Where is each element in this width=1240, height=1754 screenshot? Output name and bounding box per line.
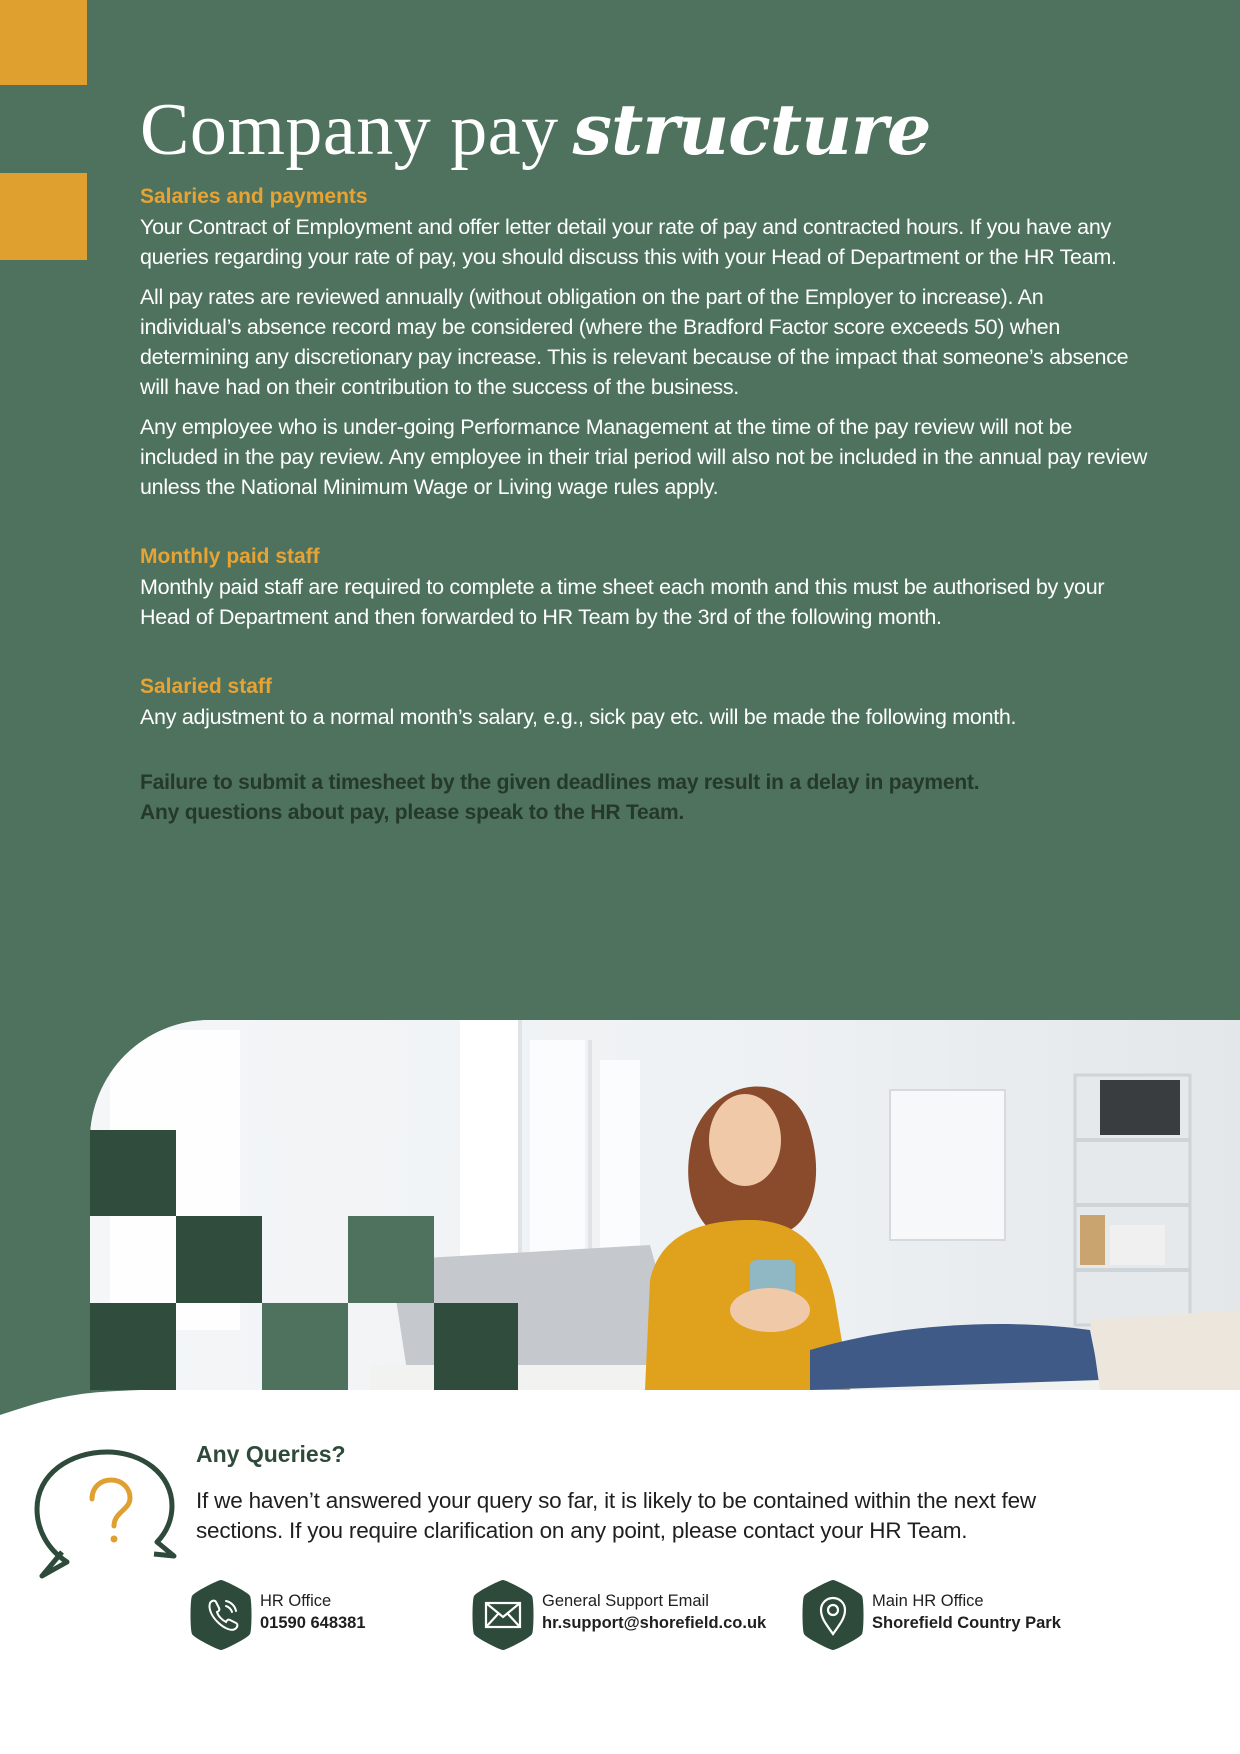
heading-salaried-staff: Salaried staff	[140, 675, 272, 698]
queries-text: If we haven’t answered your query so far, it is likely to be contained within the next few sections. If you require clarification on any point, please contact your HR Team.	[196, 1488, 1036, 1543]
phone-icon	[188, 1578, 254, 1652]
question-speech-bubble-icon	[32, 1444, 182, 1584]
salaries-paragraph-2: All pay rates are reviewed annually (without obligation on the part of the Employer to increase). An individual’s absence record may be considered (where the Bradford Factor score exceeds 50) when determining any discretionary pay increase. This is relevant because of the impact that someone’s absence will have had on their contribution to the success of the business.	[140, 285, 1129, 399]
checker-block	[90, 1130, 176, 1216]
warning-line-1: Failure to submit a timesheet by the given deadlines may result in a delay in payment.	[140, 771, 980, 794]
phone-number-link[interactable]: 01590 648381	[260, 1614, 366, 1632]
contact-label: General Support Email	[542, 1592, 709, 1610]
salaries-paragraph-1: Your Contract of Employment and offer letter detail your rate of pay and contracted hours. If you have any queries regarding your rate of pay, you should discuss this with your Head of Department or the HR Team.	[140, 215, 1117, 269]
salaried-paragraph: Any adjustment to a normal month’s salary, e.g., sick pay etc. will be made the following month.	[140, 705, 1017, 729]
contact-hr-office	[188, 1578, 418, 1652]
title-plain: Company pay	[140, 89, 559, 171]
salaries-paragraph-3: Any employee who is under-going Performance Management at the time of the pay review will not be included in the pay review. Any employee in their trial period will also not be included in the annual pay review unless the National Minimum Wage or Living wage rules apply.	[140, 415, 1148, 499]
spacer	[140, 512, 1150, 542]
spacer	[140, 642, 1150, 672]
checker-block	[176, 1216, 262, 1303]
main-content	[140, 182, 1150, 828]
monthly-paragraph: Monthly paid staff are required to complete a time sheet each month and this must be authorised by your Head of Department and then forwarded to HR Team by the 3rd of the following month.	[140, 575, 1105, 629]
contact-support-email	[470, 1578, 790, 1652]
heading-monthly-paid: Monthly paid staff	[140, 545, 320, 568]
page-title	[140, 88, 930, 173]
orange-accent-block-middle	[0, 173, 87, 260]
contact-label: HR Office	[260, 1592, 332, 1610]
queries-heading: Any Queries?	[196, 1441, 346, 1467]
checker-block	[348, 1216, 434, 1303]
warning-line-2: Any questions about pay, please speak to the HR Team.	[140, 801, 685, 824]
heading-salaries: Salaries and payments	[140, 185, 368, 208]
email-link[interactable]: hr.support@shorefield.co.uk	[542, 1614, 767, 1632]
office-location: Shorefield Country Park	[872, 1614, 1061, 1632]
spacer	[140, 742, 1150, 768]
location-pin-icon	[800, 1578, 866, 1652]
contact-main-office	[800, 1578, 1120, 1652]
envelope-icon	[470, 1578, 536, 1652]
white-curve-divider	[0, 1300, 1240, 1420]
contact-label: Main HR Office	[872, 1592, 984, 1610]
orange-accent-block-top	[0, 0, 87, 85]
title-script: structure	[572, 88, 931, 171]
